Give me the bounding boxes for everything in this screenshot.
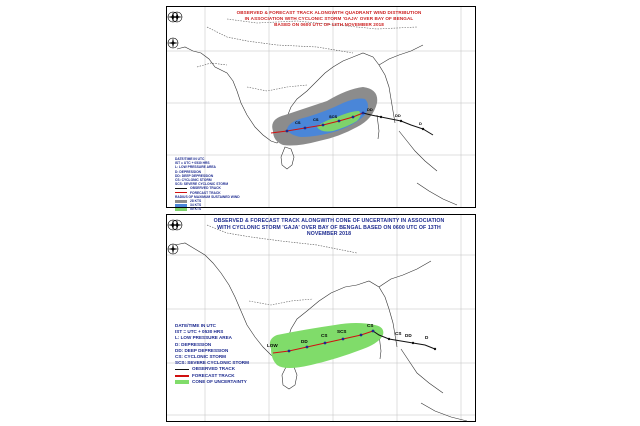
track-label: CS [367, 323, 374, 328]
wind-50kt-swatch [175, 208, 187, 211]
legend-line: L: LOW PRESSURE AREA [175, 165, 216, 170]
legend-line: SCS: SEVERE CYCLONIC STORM [175, 360, 249, 366]
track-label: D [419, 121, 422, 126]
legend-label: RADIUS OF MAXIMUM SUSTAINED WIND [175, 194, 240, 199]
track-label: D [425, 335, 429, 340]
legend-heading: DATE/TIME IN UTC [175, 157, 205, 161]
compass-rose-icon [167, 243, 179, 255]
legend-line: CS: CYCLONIC STORM [175, 178, 212, 183]
track-label: CS [321, 333, 328, 338]
legend-line: DD: DEEP DEPRESSION [175, 347, 229, 353]
legend-label: CONE OF UNCERTAINTY [192, 378, 247, 384]
legend-label: FORECAST TRACK [192, 372, 235, 378]
track-label: DD [301, 339, 308, 344]
legend-line: IST = UTC + 0530 HRS [175, 161, 210, 166]
legend-line: DD: DEEP DEPRESSION [175, 173, 214, 178]
legend-item-radius [175, 195, 240, 199]
map-title-line: OBSERVED & FORECAST TRACK ALONGWITH CONE OF UNCERTAINTY IN ASSOCIATION [213, 218, 445, 224]
track-label: CS [313, 117, 319, 122]
forecast-track-swatch [175, 192, 187, 194]
track-label: DD [395, 113, 401, 118]
track-label: LOW [267, 343, 278, 348]
legend-line: L: LOW PRESSURE AREA [175, 335, 232, 341]
wind-34kt-swatch [175, 204, 187, 207]
map-legend [175, 157, 240, 212]
map-title-line: BASED ON 0600 UTC OF 13TH NOVEMBER 2018 [274, 22, 384, 27]
compass-rose-icon [167, 219, 179, 231]
legend-label: OBSERVED TRACK [190, 186, 221, 191]
legend-line: CS: CYCLONIC STORM [175, 354, 226, 360]
cone-swatch [175, 380, 189, 384]
cone-of-uncertainty-map-panel [166, 214, 476, 422]
legend-label: 28 KTS [190, 199, 202, 204]
wind-28kt-swatch [175, 200, 187, 203]
legend-heading: DATE/TIME IN UTC [175, 323, 217, 328]
legend-line: SCS: SEVERE CYCLONIC STORM [175, 182, 229, 187]
cone-of-uncertainty-map [167, 215, 475, 421]
compass-rose-icon [167, 11, 179, 23]
track-label: DD [367, 107, 373, 112]
legend-line: D: DEPRESSION [175, 341, 212, 347]
observed-track-swatch [175, 188, 187, 190]
legend-label: FORECAST TRACK [190, 190, 221, 195]
map-title [207, 218, 451, 238]
track-label: SCS [337, 329, 347, 334]
legend-label: 34 KTS [190, 203, 202, 208]
cone-of-uncertainty-area [270, 323, 383, 368]
map-title-line: NOVEMBER 2018 [306, 231, 352, 238]
map-title-line: IN ASSOCIATION WITH CYCLONIC STORM 'GAJA' OVER BAY OF BENGAL [244, 16, 414, 21]
legend-item-cone [175, 379, 249, 385]
wind-radius-areas [272, 87, 377, 146]
legend-label: 50 KTS [190, 207, 202, 212]
compass-rose-icon [167, 37, 179, 49]
map-legend [175, 323, 249, 385]
forecast-track-swatch [175, 375, 189, 377]
track-label: CS [395, 331, 402, 336]
map-title [207, 10, 451, 28]
track-label: CS [295, 120, 301, 125]
wind-distribution-map-panel [166, 6, 476, 212]
track-label: DD [405, 333, 412, 338]
legend-label: OBSERVED TRACK [192, 366, 236, 372]
legend-line: IST = UTC + 0530 HRS [175, 329, 224, 335]
track-label: SCS [329, 114, 338, 119]
observed-track-swatch [175, 369, 189, 371]
legend-line: D: DEPRESSION [175, 169, 202, 174]
map-title-line: WITH CYCLONIC STORM 'GAJA' OVER BAY OF BENGAL BASED ON 0600 UTC OF 13TH [217, 224, 441, 231]
legend-item-50kt [175, 207, 240, 211]
map-title-line: OBSERVED & FORECAST TRACK ALONGWITH QUADRANT WIND DISTRIBUTION [236, 10, 422, 15]
